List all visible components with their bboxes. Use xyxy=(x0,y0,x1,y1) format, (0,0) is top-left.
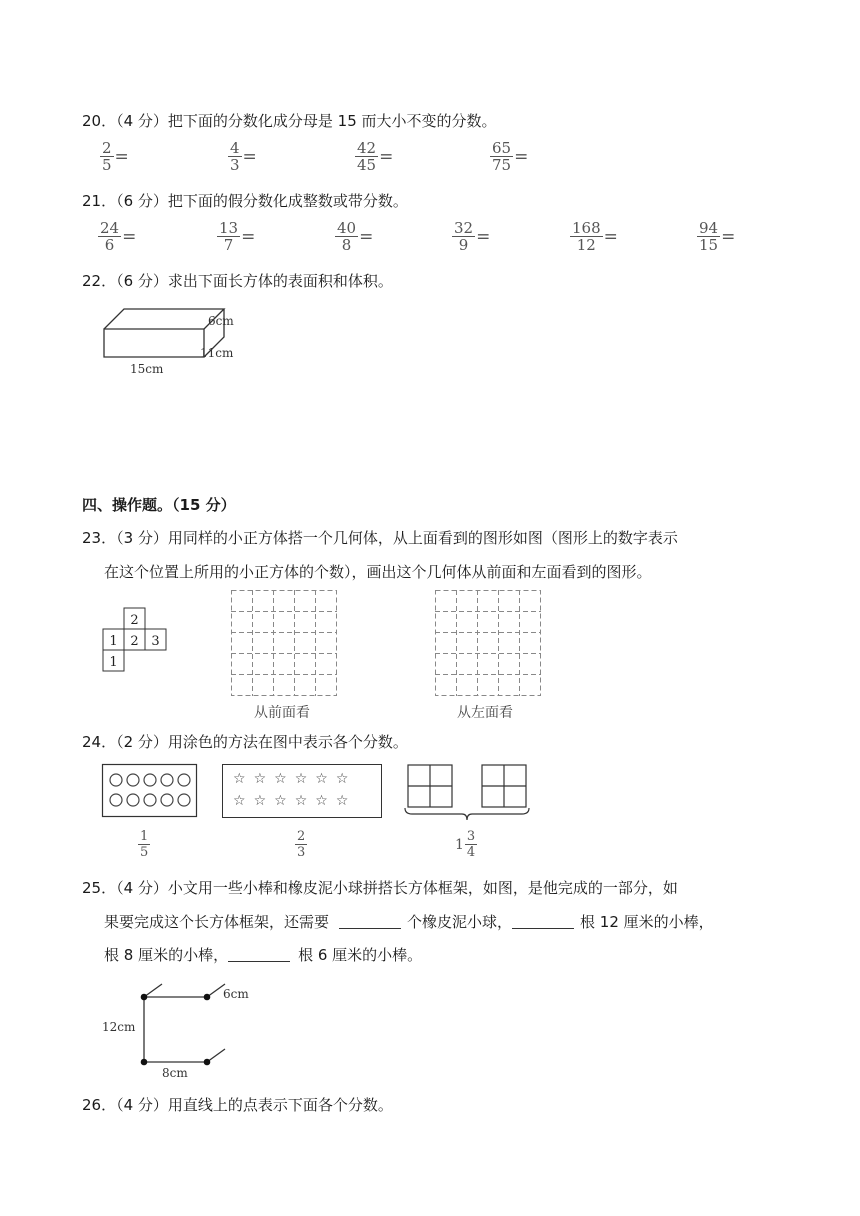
star-icon: ☆ xyxy=(274,793,287,809)
left-view-label: 从左面看 xyxy=(457,705,513,721)
top-view-grid xyxy=(103,607,167,673)
cuboid-height-label: 6cm xyxy=(208,314,234,328)
q20-fraction-2: $\frac{4}{3}$ = xyxy=(230,139,257,174)
left-view-dashed-grid xyxy=(435,590,541,696)
stick-8cm-blank[interactable] xyxy=(228,961,290,962)
frame-12cm-label: 12cm xyxy=(102,1020,136,1034)
ball-count-blank[interactable] xyxy=(339,928,401,929)
frame-6cm-label: 6cm xyxy=(223,987,249,1001)
star-icon: ☆ xyxy=(253,771,267,787)
star-icon: ☆ xyxy=(274,771,287,787)
q25-line2: 果要完成这个长方体框架，还需要 个橡皮泥小球， 根 12 厘米的小棒， xyxy=(104,913,714,931)
star-icon: ☆ xyxy=(253,793,267,809)
grid-number: 3 xyxy=(151,634,160,649)
star-icon: ☆ xyxy=(233,771,246,787)
star-icon: ☆ xyxy=(315,793,328,809)
front-view-dashed-grid xyxy=(231,590,337,696)
star-icon: ☆ xyxy=(294,793,308,809)
star-icon: ☆ xyxy=(335,793,349,809)
grid-number: 2 xyxy=(130,613,139,628)
stars-box xyxy=(222,764,382,818)
frame-8cm-label: 8cm xyxy=(162,1066,188,1080)
squares-figure xyxy=(404,764,530,824)
q23-line2: 在这个位置上所用的小正方体的个数），画出这个几何体从前面和左面看到的图形。 xyxy=(104,563,652,581)
q21-fraction-6: $\frac{94}{15}$ = xyxy=(699,219,736,254)
q21-fraction-3: $\frac{40}{8}$ = xyxy=(337,219,374,254)
stick-12cm-blank[interactable] xyxy=(512,928,574,929)
star-icon: ☆ xyxy=(315,771,328,787)
q20-fraction-4: $\frac{65}{75}$ = xyxy=(492,139,529,174)
q26-text: 26．（4 分）用直线上的点表示下面各个分数。 xyxy=(82,1096,393,1114)
q24-mixed-number: 1 $\frac{3}{4}$ xyxy=(455,829,476,860)
q21-fraction-1: $\frac{24}{6}$ = xyxy=(100,219,137,254)
q21-text: 21．（6 分）把下面的假分数化成整数或带分数。 xyxy=(82,192,408,210)
q20-fraction-1: $\frac{2}{5}$ = xyxy=(102,139,129,174)
q20-text: 20．（4 分）把下面的分数化成分母是 15 而大小不变的分数。 xyxy=(82,112,497,130)
star-icon: ☆ xyxy=(233,793,246,809)
grid-number: 2 xyxy=(130,634,139,649)
q25-line1: 25．（4 分）小文用一些小棒和橡皮泥小球拼搭长方体框架，如图，是他完成的一部分，如 xyxy=(82,879,678,897)
q20-fraction-3: $\frac{42}{45}$ = xyxy=(357,139,394,174)
q21-fraction-5: $\frac{168}{12}$ = xyxy=(572,219,618,254)
star-icon: ☆ xyxy=(335,771,349,787)
q24-fraction-1: $\frac{1}{5}$ xyxy=(140,829,149,860)
grid-number: 1 xyxy=(109,655,118,670)
q24-text: 24．（2 分）用涂色的方法在图中表示各个分数。 xyxy=(82,733,408,751)
cuboid-depth-label: 11cm xyxy=(200,346,234,360)
q22-text: 22．（6 分）求出下面长方体的表面积和体积。 xyxy=(82,272,393,290)
q23-line1: 23．（3 分）用同样的小正方体搭一个几何体，从上面看到的图形如图（图形上的数字表示 xyxy=(82,529,678,547)
q25-line3: 根 8 厘米的小棒， 根 6 厘米的小棒。 xyxy=(104,946,423,964)
circles-box xyxy=(102,764,198,818)
q24-fraction-2: $\frac{2}{3}$ xyxy=(297,829,306,860)
front-view-label: 从前面看 xyxy=(254,705,310,721)
q21-fraction-2: $\frac{13}{7}$ = xyxy=(219,219,256,254)
section-4-title: 四、操作题。（15 分） xyxy=(82,496,236,514)
grid-number: 1 xyxy=(109,634,118,649)
cuboid-length-label: 15cm xyxy=(130,362,164,376)
star-icon: ☆ xyxy=(294,771,308,787)
q21-fraction-4: $\frac{32}{9}$ = xyxy=(454,219,491,254)
